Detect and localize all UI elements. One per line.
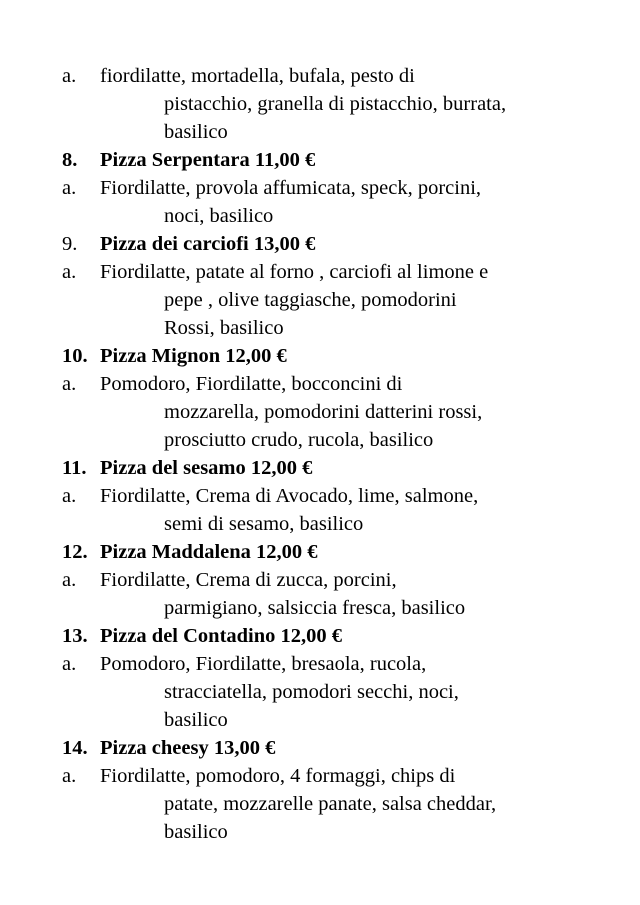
pizza-title: Pizza del sesamo 12,00 € [100,457,313,479]
ingredients-line [0,594,640,622]
ingredients-text: Fiordilatte, provola affumicata, speck, porcini, [100,177,482,199]
ingredients-text: pistacchio, granella di pistacchio, burrata, [164,93,507,115]
ingredients-line [0,314,640,342]
ingredients-text: pepe , olive taggiasche, pomodorini [164,289,457,311]
pizza-title: Pizza Serpentara 11,00 € [100,149,316,171]
pizza-heading [0,538,640,566]
ingredients-line [0,202,640,230]
ingredients-line [0,510,640,538]
item-number: 13. [62,625,88,647]
ingredients-text: basilico [164,821,228,843]
ingredients-text: basilico [164,709,228,731]
ingredients-line [0,818,640,846]
list-marker: a. [62,373,77,395]
item-number: 11. [62,457,87,479]
pizza-title: Pizza del Contadino 12,00 € [100,625,343,647]
list-marker: a. [62,177,77,199]
list-marker: a. [62,261,77,283]
pizza-title: Pizza dei carciofi 13,00 € [100,233,316,255]
ingredients-line [0,62,640,90]
pizza-title: Pizza cheesy 13,00 € [100,737,276,759]
pizza-title: Pizza Maddalena 12,00 € [100,541,318,563]
ingredients-line [0,790,640,818]
pizza-title: Pizza Mignon 12,00 € [100,345,287,367]
list-marker: a. [62,653,77,675]
ingredients-line [0,678,640,706]
list-marker: a. [62,569,77,591]
pizza-heading [0,734,640,762]
ingredients-text: mozzarella, pomodorini datterini rossi, [164,401,483,423]
ingredients-line [0,398,640,426]
pizza-heading [0,146,640,174]
item-number: 9. [62,233,78,255]
ingredients-text: noci, basilico [164,205,274,227]
ingredients-line [0,566,640,594]
ingredients-line [0,482,640,510]
ingredients-text: fiordilatte, mortadella, bufala, pesto di [100,65,415,87]
ingredients-line [0,258,640,286]
ingredients-text: parmigiano, salsiccia fresca, basilico [164,597,466,619]
ingredients-line [0,286,640,314]
pizza-heading [0,622,640,650]
ingredients-text: Pomodoro, Fiordilatte, bocconcini di [100,373,403,395]
ingredients-text: Fiordilatte, Crema di Avocado, lime, salmone, [100,485,479,507]
ingredients-line [0,762,640,790]
list-marker: a. [62,485,77,507]
ingredients-text: semi di sesamo, basilico [164,513,364,535]
item-number: 8. [62,149,78,171]
ingredients-text: Fiordilatte, pomodoro, 4 formaggi, chips di [100,765,456,787]
list-marker: a. [62,65,77,87]
ingredients-text: stracciatella, pomodori secchi, noci, [164,681,459,703]
menu-page [0,62,640,846]
pizza-heading [0,230,640,258]
ingredients-text: patate, mozzarelle panate, salsa cheddar, [164,793,497,815]
pizza-heading [0,454,640,482]
ingredients-text: basilico [164,121,228,143]
ingredients-line [0,426,640,454]
ingredients-line [0,90,640,118]
item-number: 12. [62,541,88,563]
ingredients-line [0,650,640,678]
ingredients-line [0,174,640,202]
item-number: 14. [62,737,88,759]
list-marker: a. [62,765,77,787]
ingredients-text: Rossi, basilico [164,317,284,339]
ingredients-line [0,706,640,734]
ingredients-text: Pomodoro, Fiordilatte, bresaola, rucola, [100,653,427,675]
ingredients-text: prosciutto crudo, rucola, basilico [164,429,434,451]
ingredients-line [0,118,640,146]
ingredients-line [0,370,640,398]
pizza-heading [0,342,640,370]
ingredients-text: Fiordilatte, Crema di zucca, porcini, [100,569,397,591]
item-number: 10. [62,345,88,367]
ingredients-text: Fiordilatte, patate al forno , carciofi al limone e [100,261,489,283]
